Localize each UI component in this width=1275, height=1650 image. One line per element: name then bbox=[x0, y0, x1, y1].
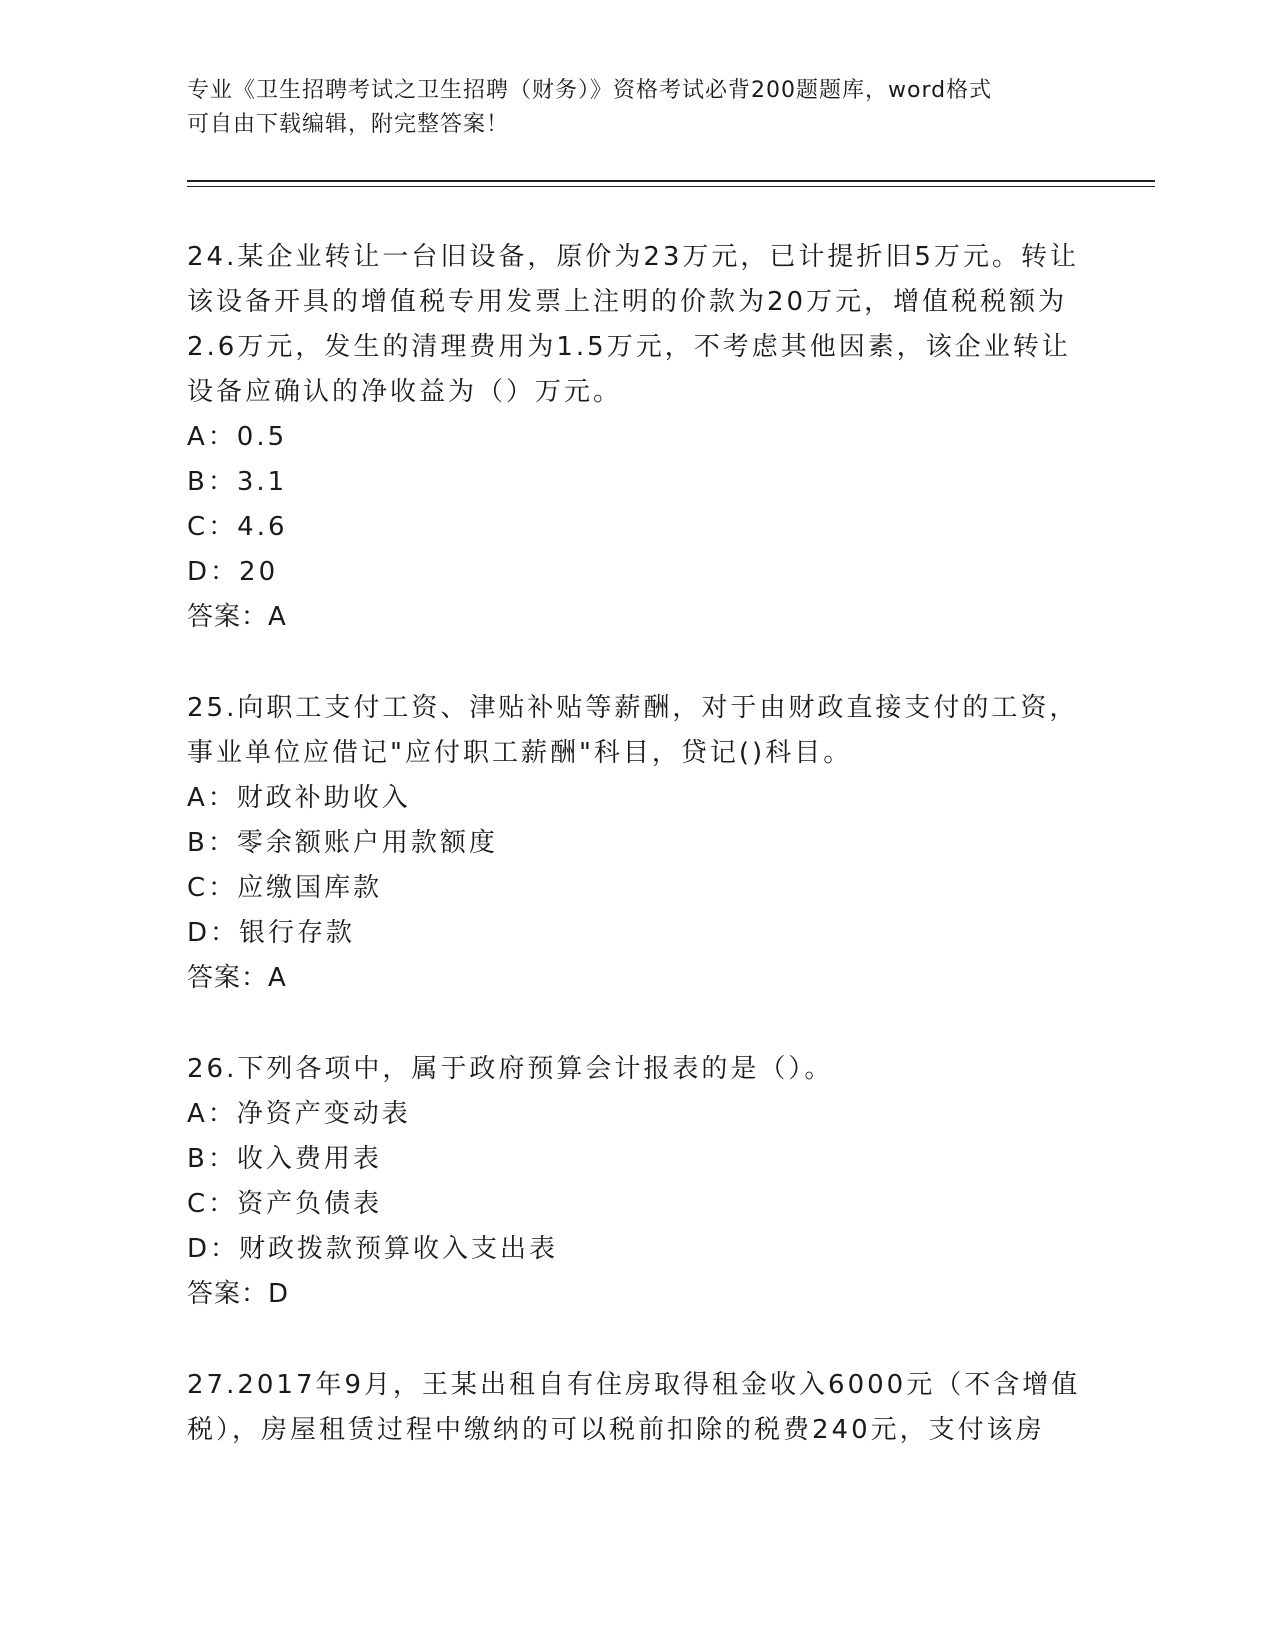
option-c: C：应缴国库款 bbox=[187, 873, 383, 903]
question-24 bbox=[187, 235, 1087, 640]
header-line-2: 可自由下载编辑，附完整答案！ bbox=[187, 112, 510, 137]
option-c: C：4.6 bbox=[187, 512, 288, 542]
document-header bbox=[187, 74, 1087, 142]
question-stem: 24.某企业转让一台旧设备，原价为23万元，已计提折旧5万元。转让该设备开具的增值税专用发票上注明的价款为20万元，增值税税额为2.6万元，发生的清理费用为1.5万元，不考虑其他因素，该企业转让设备应确认的净收益为（）万元。 bbox=[187, 242, 1079, 407]
option-d: D：财政拨款预算收入支出表 bbox=[187, 1234, 559, 1264]
question-stem: 25.向职工支付工资、津贴补贴等薪酬，对于由财政直接支付的工资，事业单位应借记"应付职工薪酬"科目，贷记()科目。 bbox=[187, 693, 1079, 768]
option-a: A：财政补助收入 bbox=[187, 783, 411, 813]
answer: 答案：A bbox=[187, 602, 287, 632]
question-stem: 27.2017年9月，王某出租自有住房取得租金收入6000元（不含增值税），房屋租赁过程中缴纳的可以税前扣除的税费240元，支付该房 bbox=[187, 1370, 1081, 1445]
question-list bbox=[187, 235, 1087, 1499]
question-25 bbox=[187, 686, 1087, 1001]
option-b: B：收入费用表 bbox=[187, 1144, 382, 1174]
option-b: B：零余额账户用款额度 bbox=[187, 828, 498, 858]
option-a: A：0.5 bbox=[187, 422, 288, 452]
header-line-1: 专业《卫生招聘考试之卫生招聘（财务）》资格考试必背200题题库，word格式 bbox=[187, 78, 993, 103]
question-26 bbox=[187, 1047, 1087, 1317]
option-a: A：净资产变动表 bbox=[187, 1099, 411, 1129]
option-d: D：银行存款 bbox=[187, 918, 356, 948]
answer: 答案：A bbox=[187, 963, 287, 993]
option-d: D：20 bbox=[187, 557, 279, 587]
question-stem: 26.下列各项中，属于政府预算会计报表的是（）。 bbox=[187, 1054, 834, 1084]
option-c: C：资产负债表 bbox=[187, 1189, 383, 1219]
answer: 答案：D bbox=[187, 1279, 290, 1309]
question-27 bbox=[187, 1363, 1087, 1453]
option-b: B：3.1 bbox=[187, 467, 288, 497]
header-divider bbox=[187, 180, 1155, 187]
